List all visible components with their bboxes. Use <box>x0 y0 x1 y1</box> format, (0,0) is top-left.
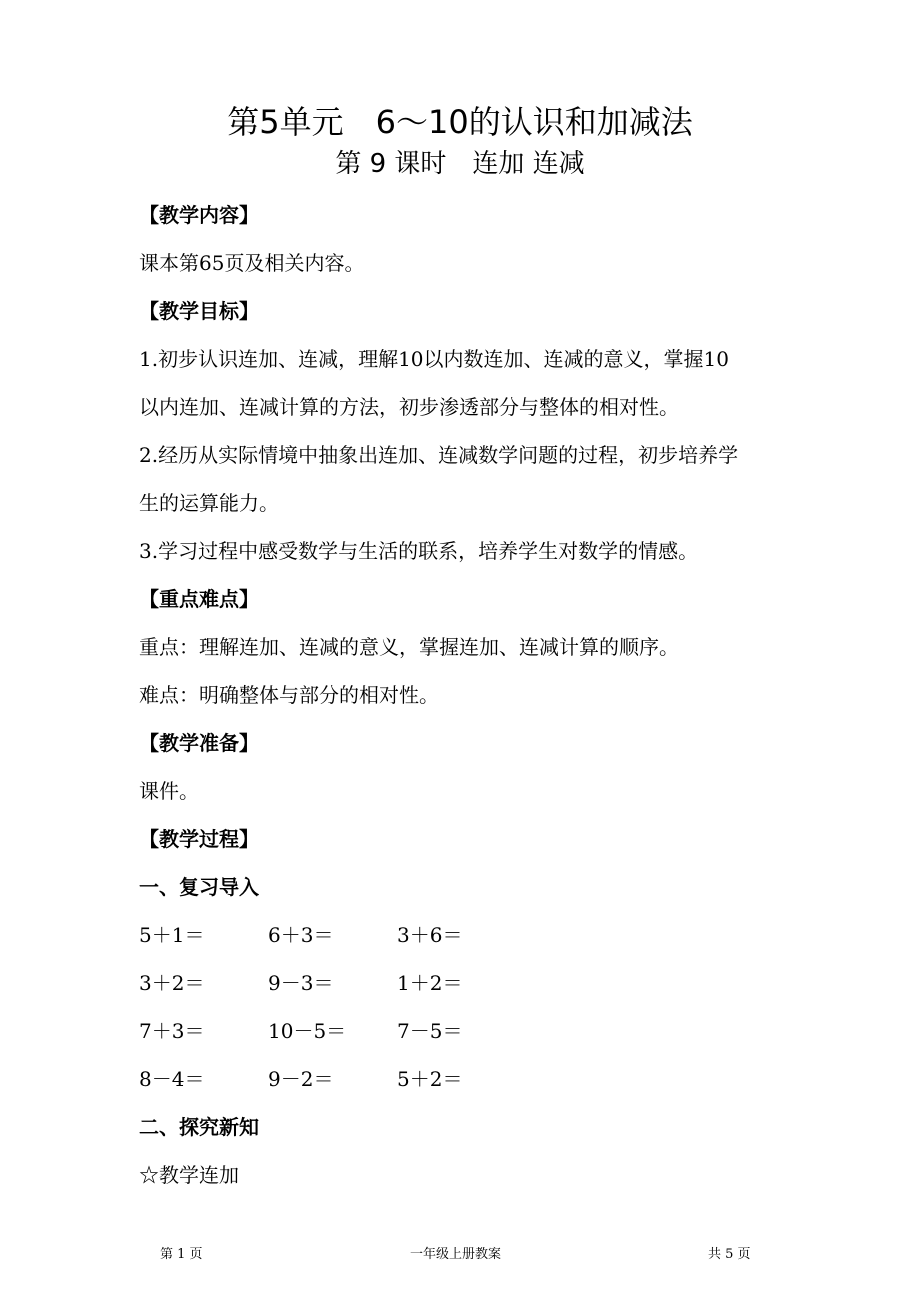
exercise-item: 7＋3＝ <box>139 1019 205 1043</box>
review-heading: 一、复习导入 <box>139 875 259 899</box>
footer-total-pages: 共 5 页 <box>708 1247 751 1262</box>
teaching-content-text: 课本第65页及相关内容。 <box>139 251 365 275</box>
goal-2-line-2: 生的运算能力。 <box>139 491 279 515</box>
exercise-item: 5＋2＝ <box>397 1067 463 1091</box>
teaching-process-heading: 【教学过程】 <box>139 827 259 851</box>
goal-1-line-2: 以内连加、连减计算的方法，初步渗透部分与整体的相对性。 <box>139 395 679 419</box>
goal-3: 3.学习过程中感受数学与生活的联系，培养学生对数学的情感。 <box>139 539 699 563</box>
exercise-item: 3＋2＝ <box>139 971 205 995</box>
exercise-item: 3＋6＝ <box>397 923 463 947</box>
explore-item: ☆教学连加 <box>139 1163 239 1187</box>
exercise-item: 5＋1＝ <box>139 923 205 947</box>
goal-1-line-1: 1.初步认识连加、连减，理解10以内数连加、连减的意义，掌握10 <box>139 347 729 371</box>
explore-heading: 二、探究新知 <box>139 1115 259 1139</box>
exercise-item: 9－3＝ <box>268 971 334 995</box>
teaching-goals-heading: 【教学目标】 <box>139 299 259 323</box>
exercise-item: 10－5＝ <box>268 1019 347 1043</box>
exercise-item: 7－5＝ <box>397 1019 463 1043</box>
goal-2-line-1: 2.经历从实际情境中抽象出连加、连减数学问题的过程，初步培养学 <box>139 443 739 467</box>
teaching-prep-heading: 【教学准备】 <box>139 731 259 755</box>
difficult-point: 难点：明确整体与部分的相对性。 <box>139 683 439 707</box>
exercise-item: 8－4＝ <box>139 1067 205 1091</box>
unit-title: 第5单元 6～10的认识和加减法 <box>227 103 693 141</box>
key-point: 重点：理解连加、连减的意义，掌握连加、连减计算的顺序。 <box>139 635 679 659</box>
exercise-item: 1＋2＝ <box>397 971 463 995</box>
footer-page-number: 第 1 页 <box>160 1247 203 1262</box>
exercise-item: 9－2＝ <box>268 1067 334 1091</box>
exercise-item: 6＋3＝ <box>268 923 334 947</box>
footer-document-name: 一年级上册教案 <box>410 1247 502 1262</box>
key-points-heading: 【重点难点】 <box>139 587 259 611</box>
teaching-prep-text: 课件。 <box>139 779 199 803</box>
teaching-content-heading: 【教学内容】 <box>139 203 259 227</box>
lesson-subtitle: 第 9 课时 连加 连减 <box>335 149 585 179</box>
